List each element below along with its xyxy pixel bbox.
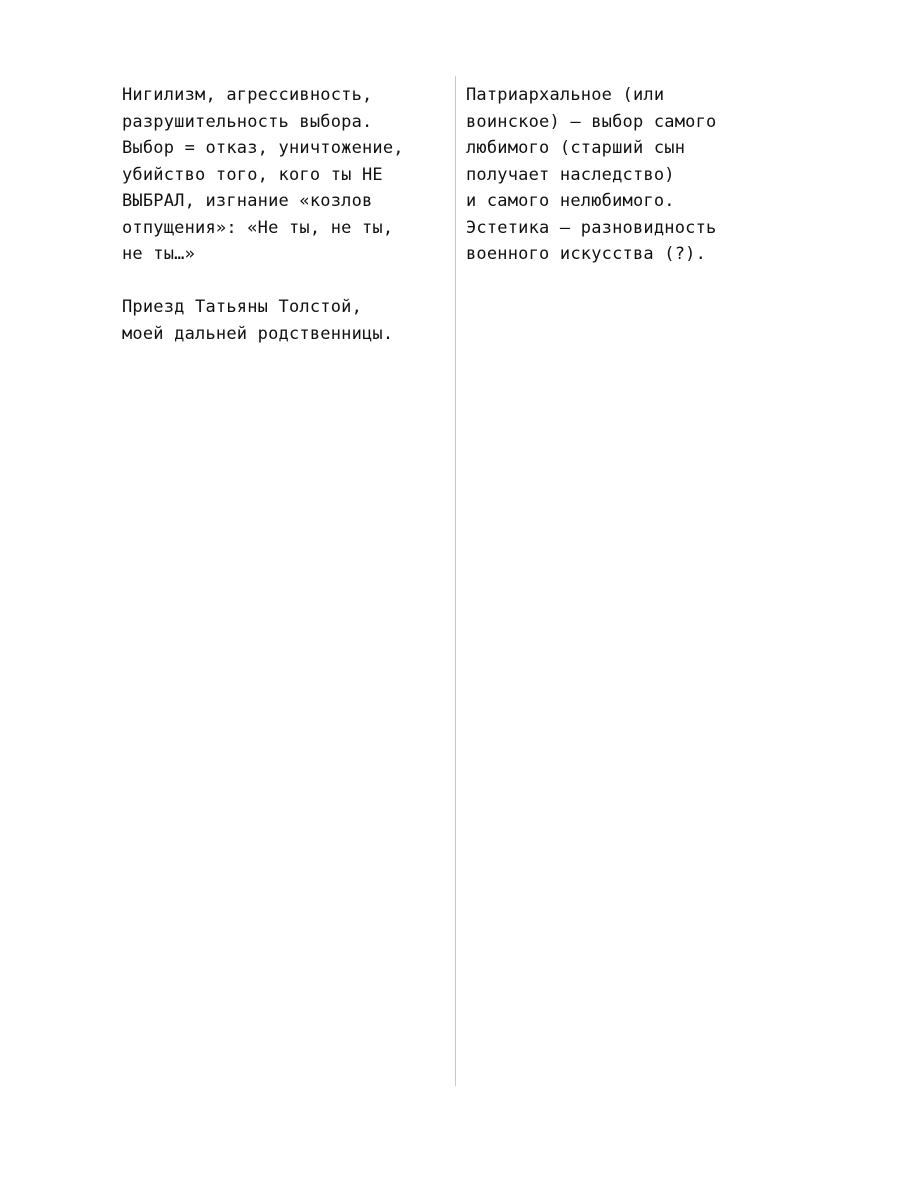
text-line: разрушительность выбора. [122, 111, 373, 132]
text-line: Эстетика – разновидность [466, 217, 717, 238]
text-line: отпущения»: «Не ты, не ты, [122, 217, 394, 238]
left-column [122, 82, 442, 347]
right-paragraph-patriarchal [466, 82, 766, 268]
text-line: Патриархальное (или [466, 85, 665, 105]
text-line: Приезд Татьяны Толстой, [122, 297, 363, 317]
text-line: любимого (старший сын [466, 138, 686, 158]
right-column [466, 82, 766, 268]
left-paragraph-tolstaya-visit [122, 294, 442, 347]
text-line: Нигилизм, агрессивность, [122, 85, 373, 105]
text-line: военного искусства (?). [466, 244, 707, 264]
text-line: убийство того, кого ты НЕ [122, 164, 383, 185]
paragraph-gap [122, 268, 442, 295]
column-divider [455, 76, 456, 1086]
text-line: ВЫБРАЛ, изгнание «козлов [122, 191, 373, 211]
text-line: не ты…» [122, 244, 196, 264]
text-line: Выбор = отказ, уничтожение, [122, 138, 404, 158]
text-line: и самого нелюбимого. [466, 191, 675, 211]
text-line: моей дальней родственницы. [122, 323, 394, 344]
text-line: получает наследство) [466, 164, 675, 185]
text-line: воинское) – выбор самого [466, 111, 717, 132]
left-paragraph-nihilism [122, 82, 442, 268]
